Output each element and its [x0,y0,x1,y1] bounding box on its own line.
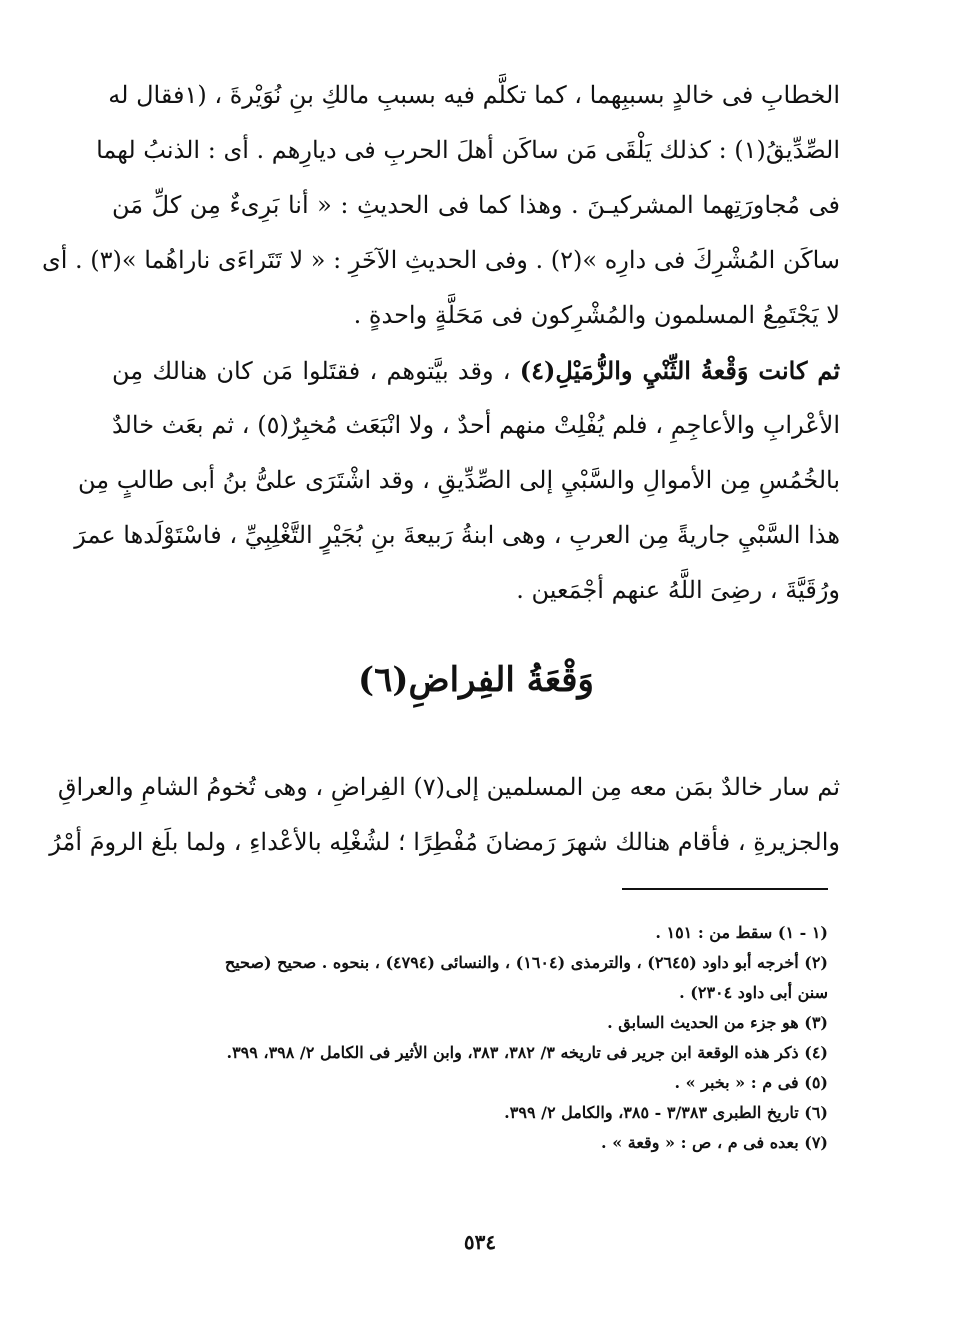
text-line: ساكَن المُشْرِكَ فى دارِه »(٢) . وفى الحديثِ الآخَرِ : « لا تَتَراءَى ناراهُما »(٣) . أى [41,246,840,274]
text-line: بالخُمُسِ مِن الأموالِ والسَّبْيِ إلى الصِّدِّيقِ ، وقد اشْتَرَى علىُّ بنُ أبى طالبٍ مِن [77,466,840,494]
text-line: هذا السَّبْيِ جاريةً مِن العربِ ، وهى ابنةُ رَبيعةَ بنِ بُجَيْرٍ التَّغْلِبِيِّ ، فاسْتَوْلَدها عمرَ [74,521,840,549]
paragraph-3 [49,760,840,870]
footnote: (٦) تاريخ الطبرى ٣/٣٨٣ - ٣٨٥، والكامل ٢/ ٣٩٩. [504,1103,828,1122]
text-line: لا يَجْتَمِعُ المسلمون والمُشْرِكون فى مَحَلَّةٍ واحدةٍ . [353,301,840,329]
text-line: الخطابِ فى خالدٍ بسببِهما ، كما تكلَّم فيه بسببِ مالكِ بنِ نُوَيْرةَ ، (١فقال له [108,81,840,109]
footnote-divider [622,888,828,890]
text-line: الأعْرابِ والأعاجِمِ ، فلم يُفْلِتْ منهم أحدٌ ، ولا انْبَعَث مُخبِرٌ(٥) ، ثم بعَث خالدٌ [112,411,840,439]
text-run: ، وقد بيَّتوهم ، فقتَلوا مَن كان هنالك مِن [112,357,520,385]
text-line: ثم سار خالدٌ بمَن معه مِن المسلمين إلى(٧) الفِراضِ ، وهى تُخومُ الشامِ والعراقِ [57,773,840,801]
footnote: (٣) هو جزء من الحديث السابق . [607,1013,828,1032]
footnote: (٤) ذكر هذه الوقعة ابن جرير فى تاريخه ٣/ ٣٨٢، ٣٨٣، وابن الأثير فى الكامل ٢/ ٣٩٨، ٣٩٩. [226,1043,828,1062]
footnote: (٢) أخرجه أبو داود (٢٦٤٥) ، والترمذى (١٦٠٤) ، والنسائى (٤٧٩٤) ، بنحوه . صحيح (صحيح [224,953,828,972]
footnote: (١ - ١) سقط من : ١٥١ . [655,923,828,942]
footnote: (٥) فى م : « بخبر » . [674,1073,828,1092]
footnote: (٧) بعده فى م ، ص : « وقعة » . [601,1133,828,1152]
text-line: فى مُجاورَتِهما المشركيـنَ . وهذا كما فى الحديثِ : « أنا بَرِىءٌ مِن كلِّ مَن [112,191,840,219]
footnotes [120,918,828,1158]
text-line-with-lead [112,343,840,398]
text-line: الصِّدِّيقُ(١) : كذلك يَلْقَى مَن ساكَن أهلَ الحربِ فى ديارِهم . أى : الذنبُ لهما [96,136,840,164]
text-line: والجزيرةِ ، فأقام هنالك شهرَ رَمضانَ مُفْطِرًا ؛ لشُغْلِه بالأعْداءِ ، ولما بلَغ الرومَ أمْرُ [49,828,840,856]
paragraph-lead: ثم كانت وَقْعةُ الثِّنْيِ والزُّمَيْلِ(٤) [519,356,840,385]
section-heading: وَقْعَةُ الفِراضِ(٦) [358,660,594,700]
footnote: سنن أبى داود ٢٣٠٤) . [679,983,828,1002]
page-number: ٥٣٤ [463,1230,497,1254]
text-line: ورُقَيَّةَ ، رضِىَ اللَّهُ عنهم أجْمَعين . [516,576,840,604]
paragraph-1 [41,68,840,343]
paragraph-2 [74,343,840,618]
